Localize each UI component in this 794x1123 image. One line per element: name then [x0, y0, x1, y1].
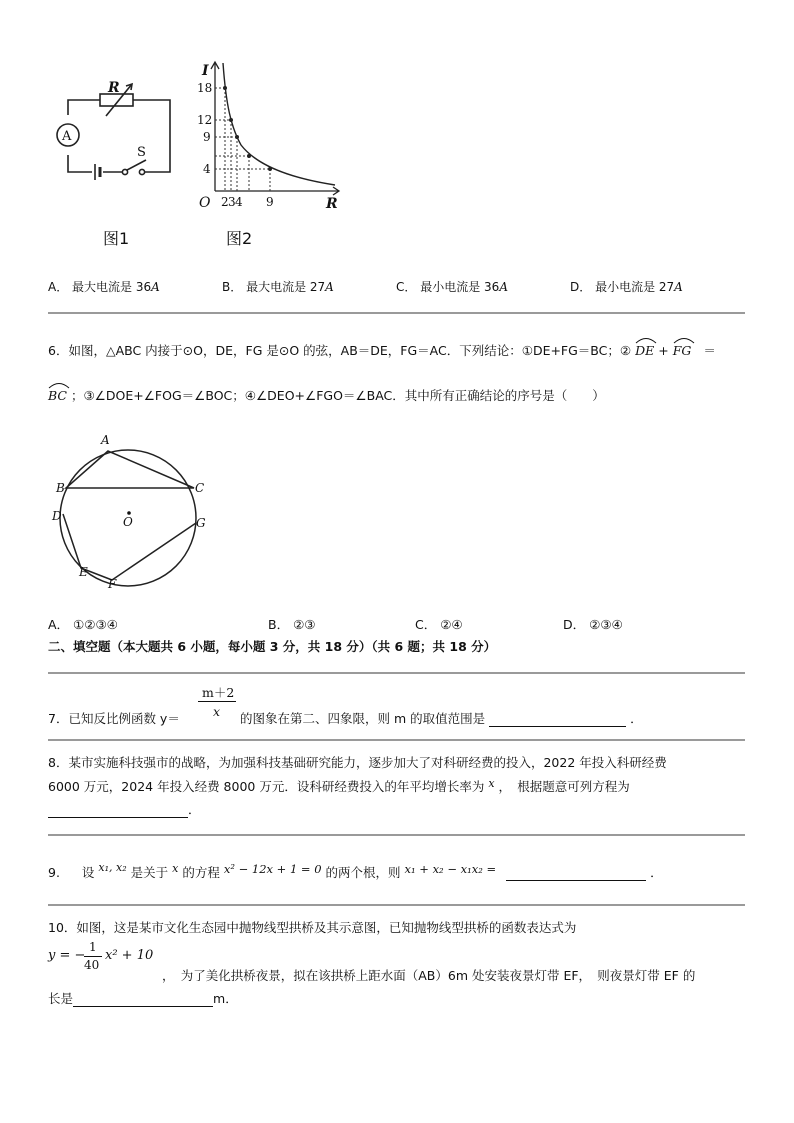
circle-label-D: D [52, 509, 62, 523]
q5-option-b: B． 最大电流是 27A [222, 280, 334, 294]
circle-label-G: G [196, 516, 206, 530]
graph-y-tick-12: 12 [197, 113, 213, 127]
circuit-label-R: R [108, 80, 120, 96]
q8-line3: ． [48, 800, 201, 818]
q10-answer-blank[interactable] [73, 992, 213, 1007]
circle-figure [48, 428, 218, 598]
q8-answer-blank[interactable] [48, 803, 188, 818]
q6-option-b: B． ②③ [268, 617, 316, 632]
q7-text: 的图象在第二、四象限，则 m 的取值范围是 ． [240, 711, 643, 726]
circle-label-A: A [101, 433, 110, 447]
q10-frac-bar [84, 956, 102, 957]
q6-option-d: D． ②③④ [563, 617, 623, 632]
q7-fraction-bar [198, 701, 236, 702]
graph-y-tick-18: 18 [197, 81, 213, 95]
q6-option-c: C． ②④ [415, 617, 463, 632]
q6-option-a: A． ①②③④ [48, 617, 118, 632]
q9-answer-blank[interactable] [506, 866, 646, 881]
q5-option-d: D． 最小电流是 27A [570, 280, 683, 294]
q6-line1: 6．如图，△ABC 内接于⊙O，DE，FG 是⊙O 的弦，AB＝DE，FG＝AC．下列结论：①DE+FG＝BC；② DE + FG ＝ [48, 341, 716, 359]
graph-x-label: R [326, 196, 338, 212]
divider [48, 834, 745, 836]
q10-line1: 10．如图，这是某市文化生态园中抛物线型拱桥及其示意图，已知抛物线型拱桥的函数表达式为 [48, 920, 577, 935]
q7-prefix: 7．已知反比例函数 y＝ [48, 711, 180, 726]
graph-origin: O [199, 195, 211, 211]
q10-frac-den: 40 [84, 958, 100, 972]
graph-x-tick-2: 2 [221, 195, 229, 209]
graph-y-tick-4: 4 [203, 162, 211, 176]
arc-fg: FG [673, 343, 696, 358]
q5-option-a: A． 最大电流是 36A [48, 280, 160, 294]
divider [48, 904, 745, 906]
divider [48, 739, 745, 741]
circle-label-C: C [195, 481, 205, 495]
q5-option-c: C． 最小电流是 36A [396, 280, 508, 294]
circle-label-B: B [56, 481, 65, 495]
q8-line2: 6000 万元，2024 年投入经费 8000 万元．设科研经费投入的年平均增长率为 x ， 根据题意可列方程为 [48, 777, 630, 794]
graph-x-tick-9: 9 [266, 195, 274, 209]
circuit-figure [48, 80, 178, 190]
graph-y-label: I [202, 63, 209, 79]
graph-y-tick-9: 9 [203, 130, 211, 144]
arc-de: DE [635, 343, 658, 358]
circuit-label-A: A [62, 129, 72, 144]
divider [48, 312, 745, 314]
graph-x-tick-4: 4 [235, 195, 243, 209]
q9-line: 9. 设 x₁, x₂ 是关于 x 的方程 x² − 12x + 1 = 0 的两个根，则 x₁ + x₂ − x₁x₂ = ． [48, 861, 663, 880]
ir-graph-figure [193, 55, 348, 215]
circle-label-O: O [123, 515, 133, 529]
graph-x-tick-3: 3 [228, 195, 236, 209]
q10-line3: 长是 m． [48, 991, 238, 1006]
q10-y-eq: y = − [48, 948, 86, 963]
q7-answer-blank[interactable] [489, 712, 626, 727]
q8-line1: 8．某市实施科技强市的战略，为加强科技基础研究能力，逐步加大了对科研经费的投入，2022 年投入科研经费 [48, 755, 667, 770]
fig2-caption: 图2 [226, 229, 253, 248]
q10-x2-term: x² + 10 [105, 948, 154, 963]
circle-label-F: F [108, 577, 117, 591]
q7-denominator: x [213, 704, 221, 719]
q7-numerator: m＋2 [202, 685, 235, 700]
circuit-label-S: S [137, 145, 146, 160]
arc-bc: BC [48, 388, 71, 403]
section-heading: 二、填空题（本大题共 6 小题，每小题 3 分，共 18 分）（共 6 题；共 18 分） [48, 639, 497, 654]
fig1-caption: 图1 [103, 229, 130, 248]
q10-line2: ， 为了美化拱桥夜景，拟在该拱桥上距水面（AB）6m 处安装夜景灯带 EF， 则夜景灯带 EF 的 [162, 968, 696, 983]
divider [48, 672, 745, 674]
q6-line2: BC ；③∠DOE+∠FOG＝∠BOC；④∠DEO+∠FGO＝∠BAC．其中所有正确结论的序号是（ ） [48, 386, 605, 404]
circle-label-E: E [79, 565, 88, 579]
q10-frac-num: 1 [89, 940, 97, 954]
